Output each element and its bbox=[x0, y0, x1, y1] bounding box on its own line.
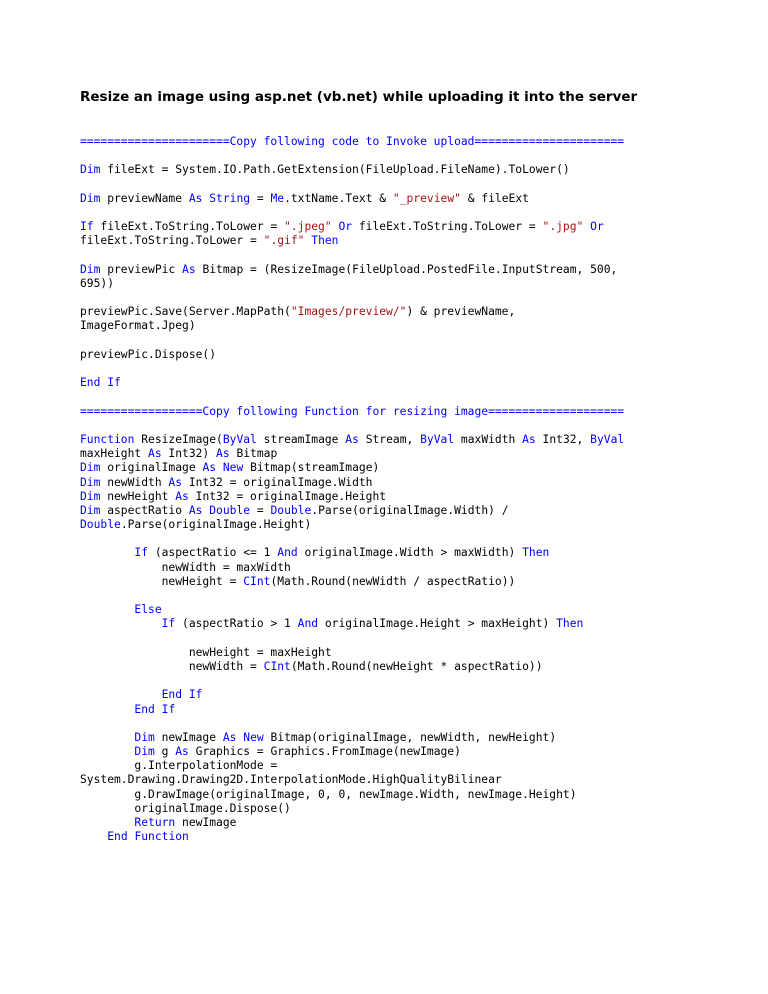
code-blank-line bbox=[80, 674, 720, 688]
code-keyword: Then bbox=[311, 234, 339, 248]
code-separator: ==================Copy following Function for resizing image==================== bbox=[80, 404, 625, 418]
code-line bbox=[80, 759, 720, 773]
code-keyword: If bbox=[188, 688, 203, 702]
code-blank-line bbox=[80, 390, 720, 404]
code-line bbox=[80, 788, 720, 802]
code-blank-line bbox=[80, 206, 720, 220]
code-text: newHeight = maxHeight bbox=[80, 645, 332, 659]
code-text: newWidth bbox=[100, 475, 169, 489]
code-text: Bitmap bbox=[229, 447, 278, 461]
code-line bbox=[80, 277, 720, 291]
code-text: originalImage bbox=[100, 461, 203, 475]
code-keyword: If bbox=[161, 617, 176, 631]
code-keyword: Dim bbox=[134, 730, 155, 744]
code-string: ".jpeg" bbox=[284, 220, 332, 234]
code-line bbox=[80, 603, 720, 617]
code-text: previewPic bbox=[100, 262, 183, 276]
code-keyword: Dim bbox=[80, 191, 101, 205]
code-text: previewPic.Dispose() bbox=[80, 347, 217, 361]
code-text: System.Drawing.Drawing2D.InterpolationMode.HighQualityBilinear bbox=[80, 773, 502, 787]
code-text: = bbox=[250, 191, 271, 205]
code-line bbox=[80, 490, 720, 504]
code-keyword: ByVal bbox=[420, 432, 455, 446]
code-block bbox=[80, 135, 720, 844]
code-keyword: Dim bbox=[80, 461, 101, 475]
code-keyword: As bbox=[175, 489, 189, 503]
code-keyword: ByVal bbox=[590, 432, 625, 446]
code-keyword: Dim bbox=[80, 503, 101, 517]
code-text bbox=[80, 830, 107, 843]
code-line bbox=[80, 688, 720, 702]
code-text: ImageFormat.Jpeg) bbox=[80, 319, 196, 333]
code-text bbox=[80, 703, 134, 716]
code-text: ResizeImage( bbox=[134, 432, 223, 446]
code-text: .Parse(originalImage.Height) bbox=[120, 518, 312, 532]
code-keyword: As bbox=[522, 432, 536, 446]
code-keyword: String bbox=[209, 191, 251, 205]
code-separator: ======================Copy following code to Invoke upload====================== bbox=[80, 135, 625, 148]
code-line bbox=[80, 263, 720, 277]
code-keyword: If bbox=[80, 220, 94, 234]
code-text bbox=[216, 461, 223, 474]
code-keyword: As bbox=[168, 475, 183, 489]
code-keyword: As bbox=[188, 503, 203, 517]
code-keyword: As bbox=[222, 730, 237, 744]
code-keyword: Then bbox=[522, 546, 550, 560]
code-blank-line bbox=[80, 362, 720, 376]
code-line bbox=[80, 447, 720, 461]
code-line bbox=[80, 561, 720, 575]
code-text: & fileExt bbox=[460, 191, 529, 205]
code-keyword: End bbox=[134, 702, 155, 716]
code-keyword: End bbox=[107, 830, 128, 844]
code-text bbox=[80, 546, 134, 559]
code-text: newHeight = bbox=[80, 574, 244, 588]
code-text: Bitmap = (ResizeImage(FileUpload.PostedFile.InputStream, 500, bbox=[195, 262, 618, 276]
code-text bbox=[80, 617, 162, 630]
code-string: "_preview" bbox=[392, 191, 461, 205]
code-text: newImage bbox=[175, 816, 237, 829]
code-text: fileExt.ToString.ToLower = bbox=[352, 220, 543, 234]
code-line bbox=[80, 348, 720, 362]
code-keyword: Or bbox=[590, 220, 604, 234]
code-text: originalImage.Dispose() bbox=[80, 801, 291, 815]
code-keyword: Else bbox=[134, 603, 162, 617]
code-keyword: New bbox=[243, 730, 264, 744]
code-keyword: If bbox=[107, 376, 121, 390]
code-line bbox=[80, 617, 720, 631]
code-blank-line bbox=[80, 589, 720, 603]
code-keyword: As bbox=[148, 447, 162, 461]
code-text bbox=[80, 603, 134, 616]
code-text: aspectRatio bbox=[100, 503, 189, 517]
code-string: "Images/preview/" bbox=[290, 305, 407, 319]
code-keyword: Function bbox=[80, 432, 135, 446]
code-keyword: CInt bbox=[243, 574, 271, 588]
code-text: g.InterpolationMode = bbox=[80, 759, 278, 773]
code-line bbox=[80, 405, 720, 419]
code-text: originalImage.Height > maxHeight) bbox=[318, 617, 557, 631]
code-text: fileExt.ToString.ToLower = bbox=[93, 220, 285, 234]
code-text: previewName bbox=[100, 191, 189, 205]
code-keyword: CInt bbox=[263, 659, 291, 673]
code-text bbox=[155, 703, 162, 716]
code-keyword: Double bbox=[80, 518, 121, 532]
code-keyword: End bbox=[161, 688, 183, 702]
code-keyword: As bbox=[202, 461, 217, 475]
code-line bbox=[80, 830, 720, 844]
code-line bbox=[80, 504, 720, 518]
code-text: maxHeight bbox=[80, 447, 149, 461]
code-text: g.DrawImage(originalImage, 0, 0, newImage.Width, newImage.Height) bbox=[80, 787, 577, 801]
code-text: 695)) bbox=[80, 276, 115, 290]
code-keyword: Dim bbox=[134, 745, 155, 759]
code-line bbox=[80, 646, 720, 660]
code-keyword: Return bbox=[134, 816, 176, 829]
code-text: streamImage bbox=[256, 432, 346, 446]
code-text bbox=[182, 688, 189, 701]
code-line bbox=[80, 192, 720, 206]
code-text: .txtName.Text & bbox=[284, 191, 393, 205]
code-text: Int32) bbox=[161, 447, 217, 461]
code-string: ".gif" bbox=[263, 234, 305, 248]
code-line bbox=[80, 802, 720, 816]
code-line bbox=[80, 376, 720, 390]
code-blank-line bbox=[80, 717, 720, 731]
code-keyword: Dim bbox=[80, 489, 101, 503]
code-line bbox=[80, 546, 720, 560]
code-text: .Parse(originalImage.Width) / bbox=[311, 503, 509, 517]
code-text: g bbox=[154, 745, 176, 759]
code-text: (aspectRatio <= 1 bbox=[148, 546, 278, 560]
code-keyword: ByVal bbox=[222, 432, 257, 446]
code-text: = bbox=[250, 503, 271, 517]
code-line bbox=[80, 461, 720, 475]
code-text: originalImage.Width > maxWidth) bbox=[297, 546, 523, 560]
code-line bbox=[80, 319, 720, 333]
code-text: ) & previewName, bbox=[406, 305, 516, 319]
code-text: previewPic.Save(Server.MapPath( bbox=[80, 305, 291, 319]
code-text: Bitmap(streamImage) bbox=[243, 461, 380, 475]
code-line bbox=[80, 773, 720, 787]
code-blank-line bbox=[80, 178, 720, 192]
code-blank-line bbox=[80, 532, 720, 546]
code-keyword: End bbox=[80, 376, 101, 390]
code-text bbox=[80, 816, 134, 829]
code-blank-line bbox=[80, 334, 720, 348]
code-text: (aspectRatio > 1 bbox=[175, 617, 298, 631]
code-text: Bitmap(originalImage, newWidth, newHeight) bbox=[263, 730, 557, 744]
code-text: newWidth = maxWidth bbox=[80, 560, 291, 574]
code-line bbox=[80, 163, 720, 177]
code-keyword: Me bbox=[270, 191, 285, 205]
code-text: Int32, bbox=[535, 432, 591, 446]
code-line bbox=[80, 518, 720, 532]
code-line bbox=[80, 305, 720, 319]
code-keyword: And bbox=[297, 617, 319, 631]
code-text: newWidth = bbox=[80, 659, 264, 673]
code-text: newHeight bbox=[100, 489, 176, 503]
code-blank-line bbox=[80, 419, 720, 433]
code-keyword: As bbox=[216, 447, 230, 461]
code-blank-line bbox=[80, 149, 720, 163]
document-title: Resize an image using asp.net (vb.net) while uploading it into the server bbox=[80, 89, 638, 105]
code-blank-line bbox=[80, 291, 720, 305]
code-keyword: As bbox=[345, 432, 359, 446]
code-text: Int32 = originalImage.Height bbox=[188, 489, 387, 503]
code-keyword: If bbox=[161, 702, 176, 716]
code-keyword: Double bbox=[209, 503, 251, 517]
code-text bbox=[80, 731, 134, 744]
code-keyword: Or bbox=[338, 220, 353, 234]
code-text bbox=[80, 688, 162, 701]
code-line bbox=[80, 731, 720, 745]
code-line bbox=[80, 575, 720, 589]
code-line bbox=[80, 816, 720, 830]
code-keyword: New bbox=[222, 461, 244, 475]
code-keyword: As bbox=[182, 262, 196, 276]
code-text: Int32 = originalImage.Width bbox=[182, 475, 373, 489]
code-keyword: And bbox=[277, 546, 298, 560]
code-keyword: Then bbox=[556, 617, 584, 631]
code-string: ".jpg" bbox=[542, 220, 584, 234]
code-line bbox=[80, 703, 720, 717]
code-line bbox=[80, 220, 720, 234]
code-keyword: As bbox=[188, 191, 203, 205]
code-text: (Math.Round(newHeight * aspectRatio)) bbox=[290, 659, 543, 673]
code-text: fileExt = System.IO.Path.GetExtension(FileUpload.FileName).ToLower() bbox=[100, 163, 570, 177]
code-line bbox=[80, 234, 720, 248]
code-keyword: Function bbox=[134, 830, 189, 844]
code-line bbox=[80, 745, 720, 759]
code-keyword: Dim bbox=[80, 163, 101, 177]
code-text: Stream, bbox=[358, 432, 421, 446]
code-keyword: As bbox=[175, 745, 189, 759]
code-text: Graphics = Graphics.FromImage(newImage) bbox=[188, 745, 461, 759]
code-keyword: Dim bbox=[80, 475, 101, 489]
code-line bbox=[80, 433, 720, 447]
code-text: fileExt.ToString.ToLower = bbox=[80, 234, 264, 248]
code-keyword: If bbox=[134, 546, 149, 560]
code-line bbox=[80, 660, 720, 674]
code-line bbox=[80, 135, 720, 149]
code-blank-line bbox=[80, 249, 720, 263]
code-text bbox=[80, 745, 134, 758]
code-keyword: Dim bbox=[80, 262, 101, 276]
code-blank-line bbox=[80, 632, 720, 646]
code-text: maxWidth bbox=[454, 432, 523, 446]
code-keyword: Double bbox=[270, 503, 312, 517]
code-text: newImage bbox=[154, 730, 223, 744]
code-line bbox=[80, 476, 720, 490]
code-text: (Math.Round(newWidth / aspectRatio)) bbox=[270, 574, 516, 588]
